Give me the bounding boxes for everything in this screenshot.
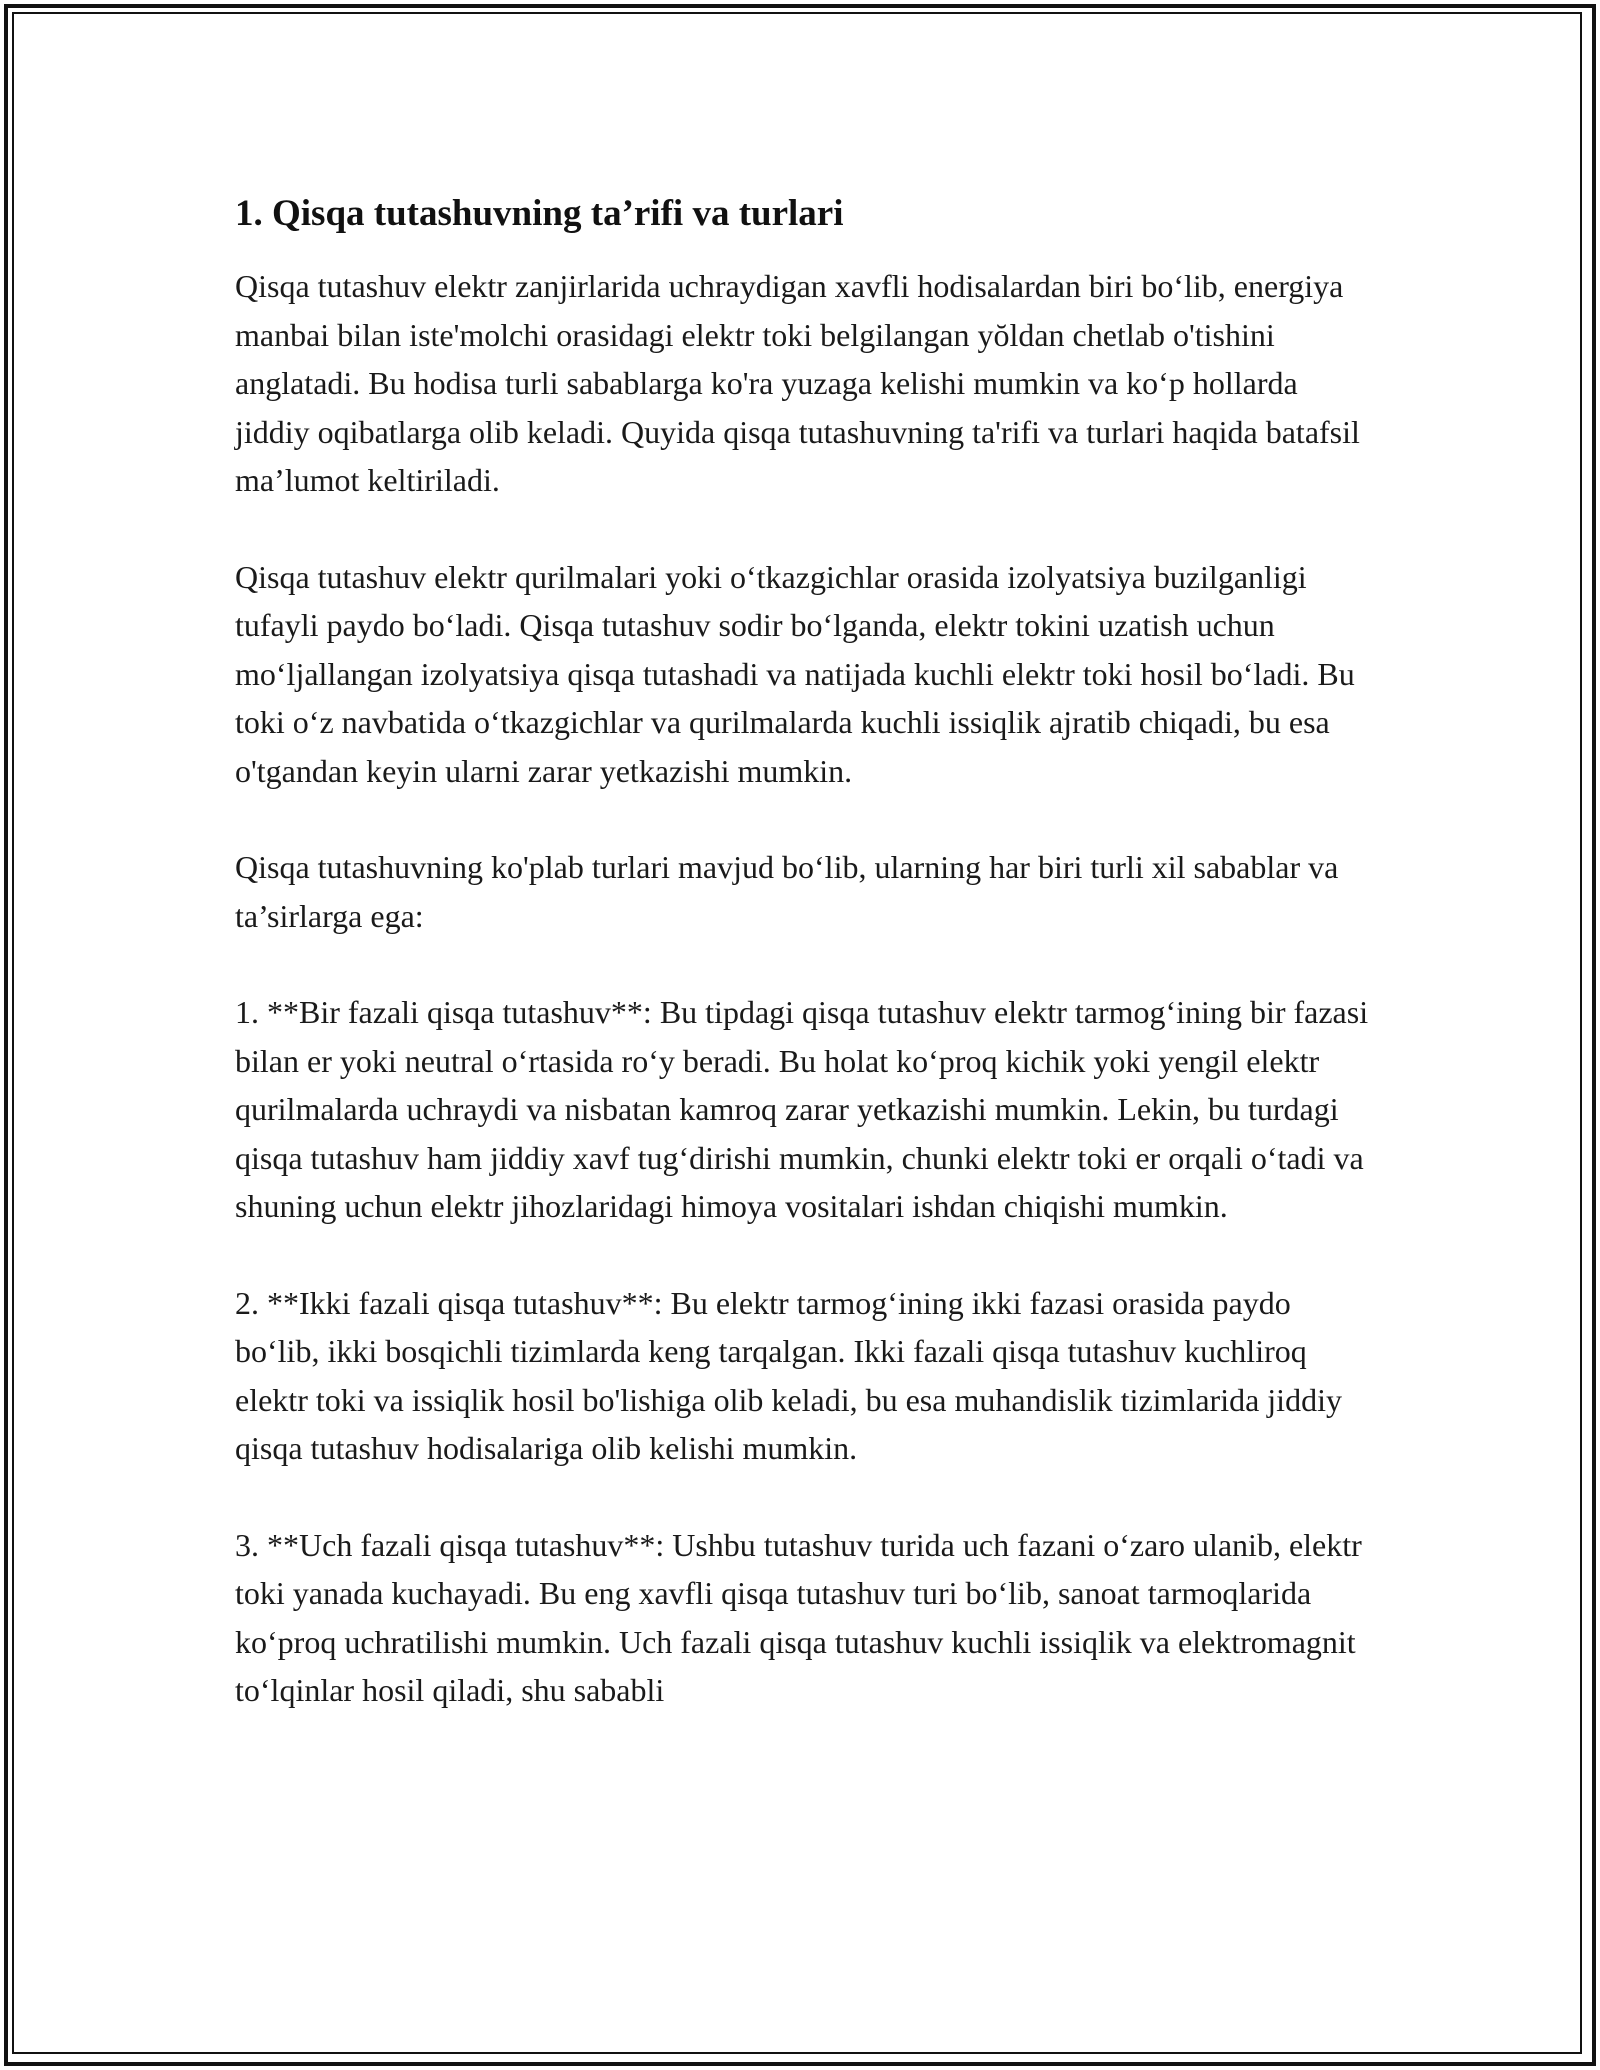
paragraph-types-intro: Qisqa tutashuvning ko'plab turlari mavjud bo‘lib, ularning har biri turli xil sabablar va ta’sirlarga ega: bbox=[235, 849, 1339, 934]
section-heading: 1. Qisqa tutashuvning ta’rifi va turlari bbox=[235, 193, 844, 234]
paragraph-single-phase: 1. **Bir fazali qisqa tutashuv**: Bu tipdagi qisqa tutashuv elektr tarmog‘ining bir fazasi bilan er yoki neutral o‘rtasida ro‘y beradi. Bu holat ko‘proq kichik yoki yengil elektr qurilmalarda uchraydi va nisbatan kamroq zarar yetkazishi mumkin. Lekin, bu turdagi qisqa tutashuv ham jiddiy xavf tug‘dirishi mumkin, chunki elektr toki er orqali o‘tadi va shuning uchun elektr jihozlaridagi himoya vositalari ishdan chiqishi mumkin. bbox=[235, 994, 1369, 1224]
paragraph-intro: Qisqa tutashuv elektr zanjirlarida uchraydigan xavfli hodisalardan biri bo‘lib, energiya manbai bilan iste'molchi orasidagi elektr toki belgilangan yŏldan chetlab o'tishini anglatadi. Bu hodisa turli sabablarga ko'ra yuzaga kelishi mumkin va ko‘p hollarda jiddiy oqibatlarga olib keladi. Quyida qisqa tutashuvning ta'rifi va turlari haqida batafsil ma’lumot keltiriladi. bbox=[235, 268, 1360, 498]
paragraph-cause: Qisqa tutashuv elektr qurilmalari yoki o‘tkazgichlar orasida izolyatsiya buzilganligi tufayli paydo bo‘ladi. Qisqa tutashuv sodir bo‘lganda, elektr tokini uzatish uchun mo‘ljallangan izolyatsiya qisqa tutashadi va natijada kuchli elektr toki hosil bo‘ladi. Bu toki o‘z navbatida o‘tkazgichlar va qurilmalarda kuchli issiqlik ajratib chiqadi, bu esa o'tgandan keyin ularni zarar yetkazishi mumkin. bbox=[235, 558, 1355, 789]
paragraph-three-phase: 3. **Uch fazali qisqa tutashuv**: Ushbu tutashuv turida uch fazani o‘zaro ulanib, elektr toki yanada kuchayadi. Bu eng xavfli qisqa tutashuv turi bo‘lib, sanoat tarmoqlarida ko‘proq uchratilishi mumkin. Uch fazali qisqa tutashuv kuchli issiqlik va elektromagnit to‘lqinlar hosil qiladi, shu sababli bbox=[235, 1526, 1362, 1708]
paragraph-two-phase: 2. **Ikki fazali qisqa tutashuv**: Bu elektr tarmog‘ining ikki fazasi orasida paydo bo‘lib, ikki bosqichli tizimlarda keng tarqalgan. Ikki fazali qisqa tutashuv kuchliroq elektr toki va issiqlik hosil bo'lishiga olib keladi, bu esa muhandislik tizimlarida jiddiy qisqa tutashuv hodisalariga olib kelishi mumkin. bbox=[235, 1284, 1342, 1466]
document-page bbox=[235, 188, 1375, 1715]
